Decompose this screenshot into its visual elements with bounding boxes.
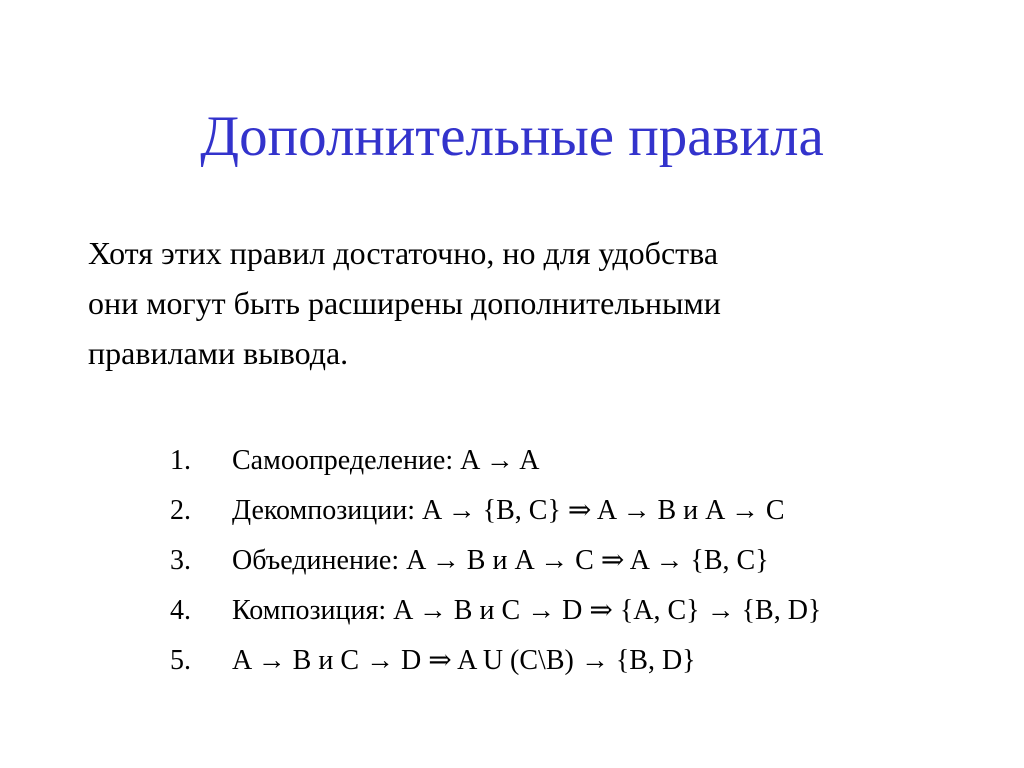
slide-title: Дополнительные правила	[200, 105, 824, 168]
rule-item-3	[170, 536, 990, 586]
rule-text: Композиция: A → B и C → D ⇒ {A, C} → {B, D}	[232, 595, 822, 626]
rule-number: 4.	[170, 595, 191, 626]
rule-text: Декомпозиции: A → {B, C} ⇒ A → B и A → C	[232, 495, 785, 526]
intro-line-1: Хотя этих правил достаточно, но для удобства	[88, 235, 719, 271]
rules-list	[170, 436, 990, 686]
intro-line-2: они могут быть расширены дополнительными	[88, 285, 721, 321]
intro-paragraph	[88, 228, 968, 378]
rule-number: 5.	[170, 645, 191, 676]
intro-line-3: правилами вывода.	[88, 335, 349, 371]
rule-number: 1.	[170, 445, 191, 476]
rule-number: 3.	[170, 545, 191, 576]
rule-text: A → B и C → D ⇒ A U (C\B) → {B, D}	[232, 645, 696, 676]
rule-text: Самоопределение: A → A	[232, 445, 540, 476]
rule-item-4	[170, 586, 990, 636]
rule-number: 2.	[170, 495, 191, 526]
rule-text: Объединение: A → B и A → C ⇒ A → {B, C}	[232, 545, 769, 576]
rule-item-5	[170, 636, 990, 686]
rule-item-1	[170, 436, 990, 486]
rule-item-2	[170, 486, 990, 536]
